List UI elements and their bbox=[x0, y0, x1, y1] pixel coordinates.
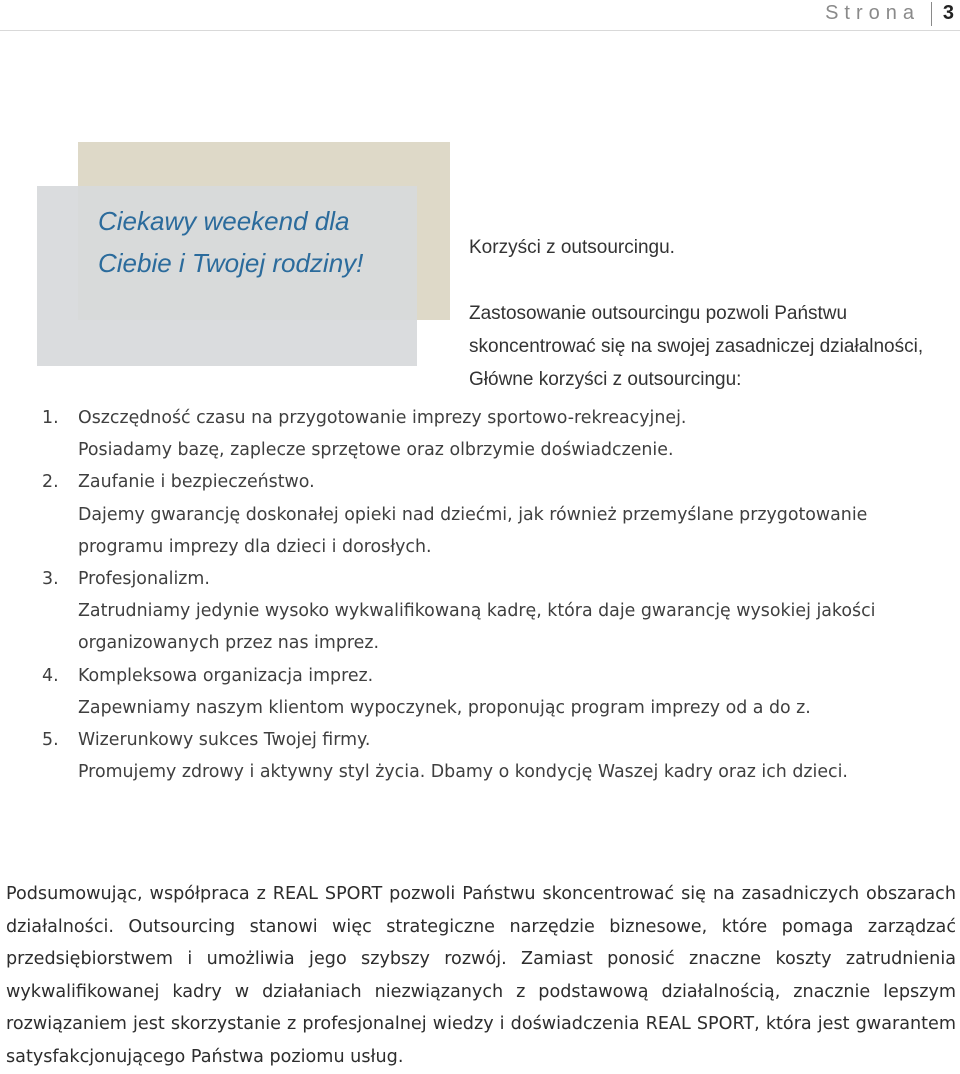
item-description: Zapewniamy naszym klientom wypoczynek, proponując program imprezy od a do z. bbox=[78, 697, 811, 718]
item-title: Oszczędność czasu na przygotowanie imprezy sportowo-rekreacyjnej. bbox=[78, 408, 687, 428]
summary-paragraph: Podsumowując, współpraca z REAL SPORT pozwoli Państwu skoncentrować się na zasadniczych obszarach działalności. Outsourcing stanowi więc strategiczne narzędzie biznesowe, które pomaga zarządzać przedsiębiorstwem i umożliwia jego szybszy rozwój. Zamiast ponosić znaczne koszty zatrudnienia wykwalifikowanej kadry w działaniach niezwiązanych z podstawową działalnością, znacznie lepszym rozwiązaniem jest skorzystanie z profesjonalnej wiedzy i doświadczenia REAL SPORT, która jest gwarantem satysfakcjonującego Państwa poziomu usług. bbox=[6, 884, 956, 1067]
page-number: 3 bbox=[942, 2, 954, 24]
item-description: Promujemy zdrowy i aktywny styl życia. Dbamy o kondycję Waszej kadry oraz ich dzieci. bbox=[78, 762, 848, 783]
item-number: 2. bbox=[42, 472, 59, 493]
benefits-list bbox=[42, 402, 952, 788]
item-number: 1. bbox=[42, 408, 59, 428]
item-description: Zatrudniamy jedynie wysoko wykwalifikowaną kadrę, która daje gwarancję wysokiej jakości organizowanych przez nas imprez. bbox=[78, 601, 876, 654]
callout-text bbox=[98, 200, 398, 284]
item-number: 3. bbox=[42, 569, 59, 590]
page-label: Strona bbox=[825, 2, 920, 24]
list-item bbox=[42, 563, 952, 660]
list-item bbox=[42, 466, 952, 563]
callout-line-2: Ciebie i Twojej rodziny! bbox=[98, 248, 364, 278]
list-item bbox=[42, 660, 952, 724]
intro-text: Zastosowanie outsourcingu pozwoli Państwu skoncentrować się na swojej zasadniczej działalności, Główne korzyści z outsourcingu: bbox=[469, 303, 924, 390]
item-title: Profesjonalizm. bbox=[78, 569, 210, 590]
header-divider bbox=[931, 2, 932, 26]
item-title: Kompleksowa organizacja imprez. bbox=[78, 665, 374, 686]
item-number: 4. bbox=[42, 665, 59, 686]
intro-heading: Korzyści z outsourcingu. bbox=[469, 237, 675, 258]
item-number: 5. bbox=[42, 730, 59, 751]
item-description: Posiadamy bazę, zaplecze sprzętowe oraz olbrzymie doświadczenie. bbox=[78, 440, 674, 461]
page-header bbox=[0, 0, 960, 31]
list-item bbox=[42, 724, 952, 788]
callout-line-1: Ciekawy weekend dla bbox=[98, 206, 350, 236]
intro-section bbox=[469, 231, 939, 396]
item-title: Zaufanie i bezpieczeństwo. bbox=[78, 472, 315, 493]
item-title: Wizerunkowy sukces Twojej firmy. bbox=[78, 730, 371, 751]
item-description: Dajemy gwarancję doskonałej opieki nad dziećmi, jak również przemyślane przygotowanie programu imprezy dla dzieci i dorosłych. bbox=[78, 504, 868, 557]
list-item bbox=[42, 402, 952, 466]
